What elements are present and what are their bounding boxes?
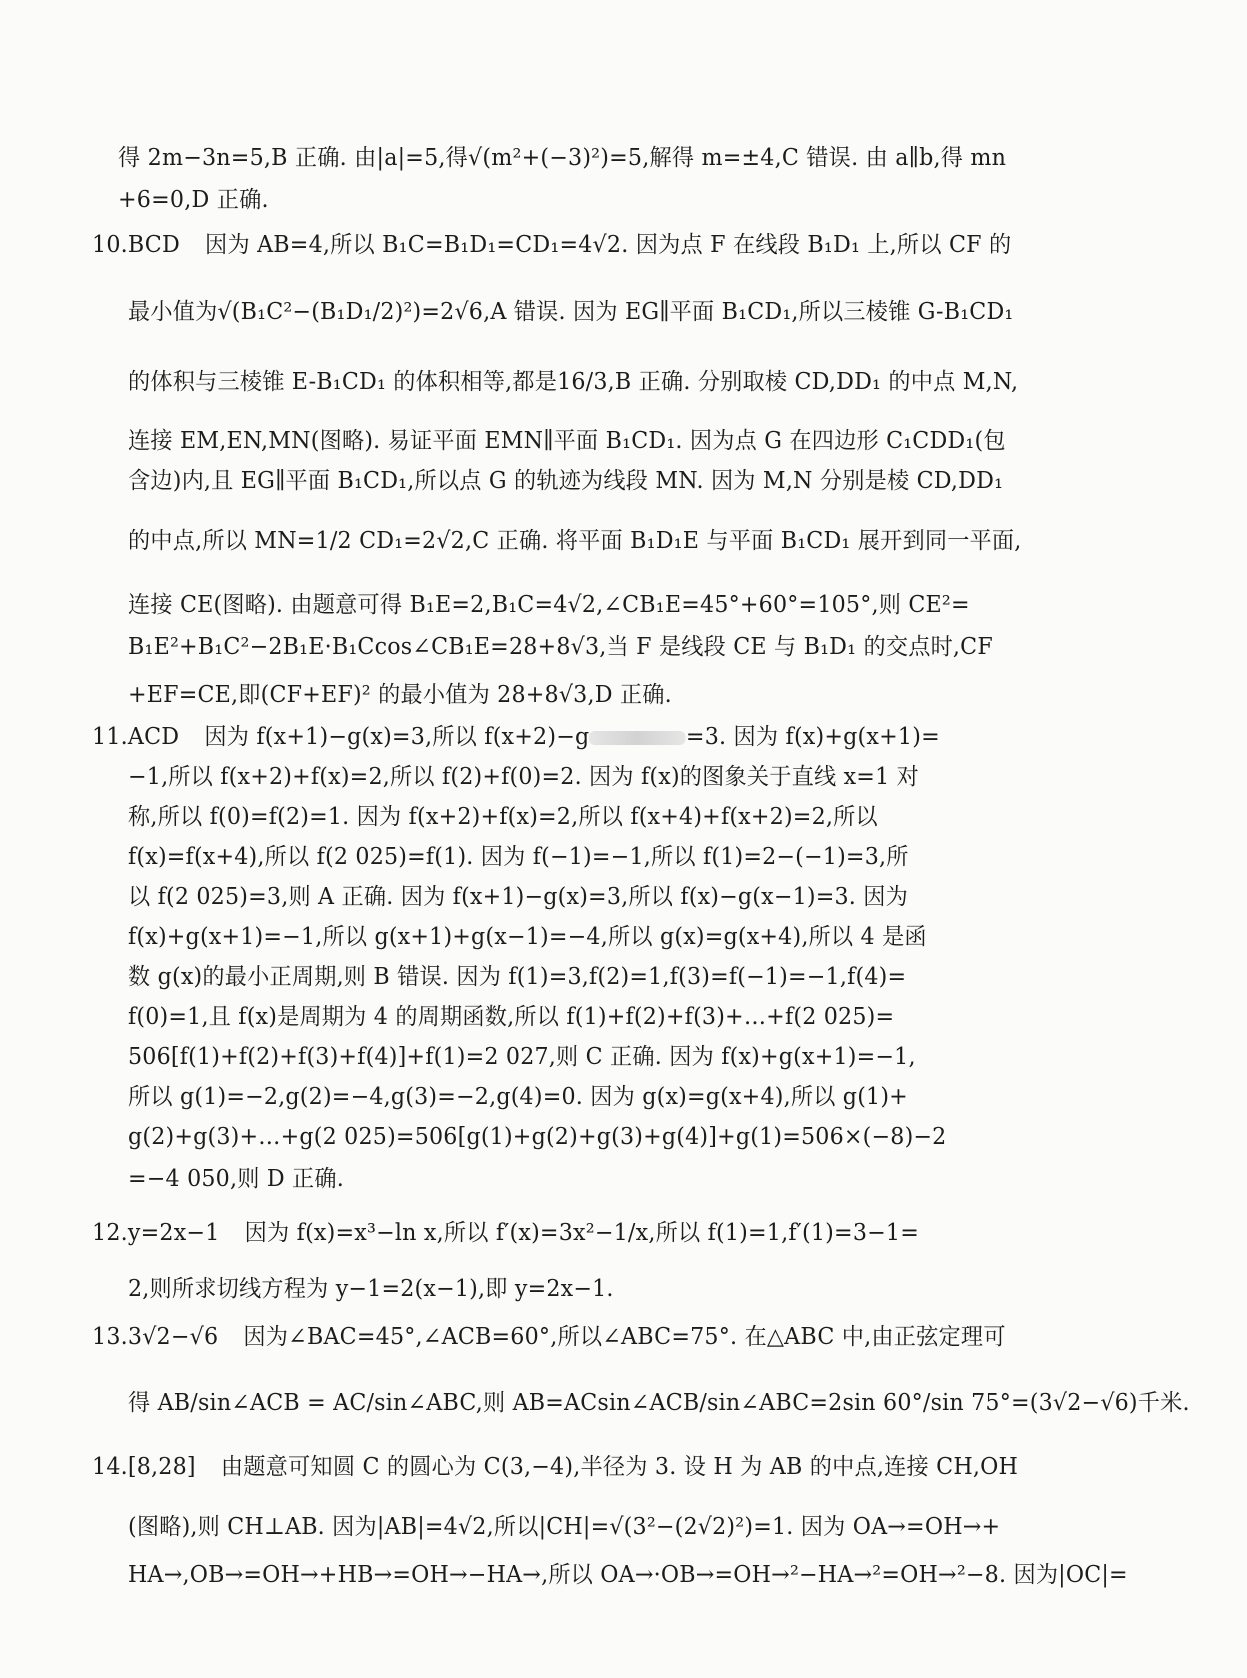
text-line: 得 2m−3n=5,B 正确. 由|a|=5,得√(m²+(−3)²)=5,解得 m=±4,C 错误. 由 a∥b,得 mn xyxy=(118,145,1007,171)
text-line: +EF=CE,即(CF+EF)² 的最小值为 28+8√3,D 正确. xyxy=(128,682,672,708)
item-number: 13. xyxy=(92,1324,128,1350)
text-line: 2,则所求切线方程为 y−1=2(x−1),即 y=2x−1. xyxy=(128,1276,614,1302)
text-line: +6=0,D 正确. xyxy=(118,187,269,213)
explanation-text: =3. 因为 f(x)+g(x+1)= xyxy=(685,724,940,750)
explanation-text: 因为∠BAC=45°,∠ACB=60°,所以∠ABC=75°. 在△ABC 中,由正弦定理可 xyxy=(243,1324,1006,1350)
text-line: 含边)内,且 EG∥平面 B₁CD₁,所以点 G 的轨迹为线段 MN. 因为 M,N 分别是棱 CD,DD₁ xyxy=(128,468,1004,494)
text-line: 以 f(2 025)=3,则 A 正确. 因为 f(x+1)−g(x)=3,所以 f(x)−g(x−1)=3. 因为 xyxy=(128,884,909,910)
explanation-text: 因为 f(x+1)−g(x)=3,所以 f(x+2)−g xyxy=(204,724,590,750)
text-line: 数 g(x)的最小正周期,则 B 错误. 因为 f(1)=3,f(2)=1,f(3)=f(−1)=−1,f(4)= xyxy=(128,964,907,990)
text-line: 506[f(1)+f(2)+f(3)+f(4)]+f(1)=2 027,则 C 正确. 因为 f(x)+g(x+1)=−1, xyxy=(128,1044,916,1070)
text-line: 的体积与三棱锥 E-B₁CD₁ 的体积相等,都是16/3,B 正确. 分别取棱 CD,DD₁ 的中点 M,N, xyxy=(128,369,1019,395)
item-answer: ACD xyxy=(127,724,180,750)
text-line: g(2)+g(3)+…+g(2 025)=506[g(1)+g(2)+g(3)+g(4)]+g(1)=506×(−8)−2 xyxy=(128,1124,947,1150)
item-number: 14. xyxy=(92,1454,128,1480)
item-12-line xyxy=(92,1218,1207,1248)
blurred-region xyxy=(589,731,686,745)
text-line: (图略),则 CH⊥AB. 因为|AB|=4√2,所以|CH|=√(3²−(2√2)²)=1. 因为 OA→=OH→+ xyxy=(128,1514,1001,1540)
text-line: 最小值为√(B₁C²−(B₁D₁/2)²)=2√6,A 错误. 因为 EG∥平面 B₁CD₁,所以三棱锥 G-B₁CD₁ xyxy=(128,299,1014,325)
text-line: −1,所以 f(x+2)+f(x)=2,所以 f(2)+f(0)=2. 因为 f(x)的图象关于直线 x=1 对 xyxy=(128,764,919,790)
item-14-line xyxy=(92,1452,1207,1482)
item-answer: 3√2−√6 xyxy=(127,1324,219,1350)
explanation-text: 由题意可知圆 C 的圆心为 C(3,−4),半径为 3. 设 H 为 AB 的中点,连接 CH,OH xyxy=(220,1454,1019,1480)
text-line: =−4 050,则 D 正确. xyxy=(128,1166,345,1192)
text-line: 的中点,所以 MN=1/2 CD₁=2√2,C 正确. 将平面 B₁D₁E 与平面 B₁CD₁ 展开到同一平面, xyxy=(128,528,1022,554)
item-answer: y=2x−1 xyxy=(127,1220,220,1246)
item-number: 11. xyxy=(92,724,128,750)
item-answer: [8,28] xyxy=(127,1454,196,1480)
text-line: f(x)=f(x+4),所以 f(2 025)=f(1). 因为 f(−1)=−1,所以 f(1)=2−(−1)=3,所 xyxy=(128,844,909,870)
item-11-line xyxy=(92,722,1207,752)
explanation-text: 因为 f(x)=x³−ln x,所以 f′(x)=3x²−1/x,所以 f(1)=1,f′(1)=3−1= xyxy=(244,1220,920,1246)
item-number: 12. xyxy=(92,1220,128,1246)
text-line: 连接 EM,EN,MN(图略). 易证平面 EMN∥平面 B₁CD₁. 因为点 G 在四边形 C₁CDD₁(包 xyxy=(128,428,1006,454)
item-13-line xyxy=(92,1322,1207,1352)
text-line: 所以 g(1)=−2,g(2)=−4,g(3)=−2,g(4)=0. 因为 g(x)=g(x+4),所以 g(1)+ xyxy=(128,1084,908,1110)
text-line: 连接 CE(图略). 由题意可得 B₁E=2,B₁C=4√2,∠CB₁E=45°+60°=105°,则 CE²= xyxy=(128,592,970,618)
text-line: f(x)+g(x+1)=−1,所以 g(x+1)+g(x−1)=−4,所以 g(x)=g(x+4),所以 4 是函 xyxy=(128,924,927,950)
text-line: B₁E²+B₁C²−2B₁E·B₁Ccos∠CB₁E=28+8√3,当 F 是线段 CE 与 B₁D₁ 的交点时,CF xyxy=(128,634,993,660)
text-line: HA→,OB→=OH→+HB→=OH→−HA→,所以 OA→·OB→=OH→²−HA→²=OH→²−8. 因为|OC|= xyxy=(128,1562,1128,1588)
item-answer: BCD xyxy=(127,232,180,258)
explanation-text: 因为 AB=4,所以 B₁C=B₁D₁=CD₁=4√2. 因为点 F 在线段 B₁D₁ 上,所以 CF 的 xyxy=(205,232,1012,258)
text-line: 得 AB/sin∠ACB = AC/sin∠ABC,则 AB=ACsin∠ACB/sin∠ABC=2sin 60°/sin 75°=(3√2−√6)千米. xyxy=(128,1390,1190,1416)
text-line: 称,所以 f(0)=f(2)=1. 因为 f(x+2)+f(x)=2,所以 f(x+4)+f(x+2)=2,所以 xyxy=(128,804,878,830)
item-number: 10. xyxy=(92,232,128,258)
item-10-line xyxy=(92,230,1207,260)
text-line: f(0)=1,且 f(x)是周期为 4 的周期函数,所以 f(1)+f(2)+f(3)+…+f(2 025)= xyxy=(128,1004,895,1030)
